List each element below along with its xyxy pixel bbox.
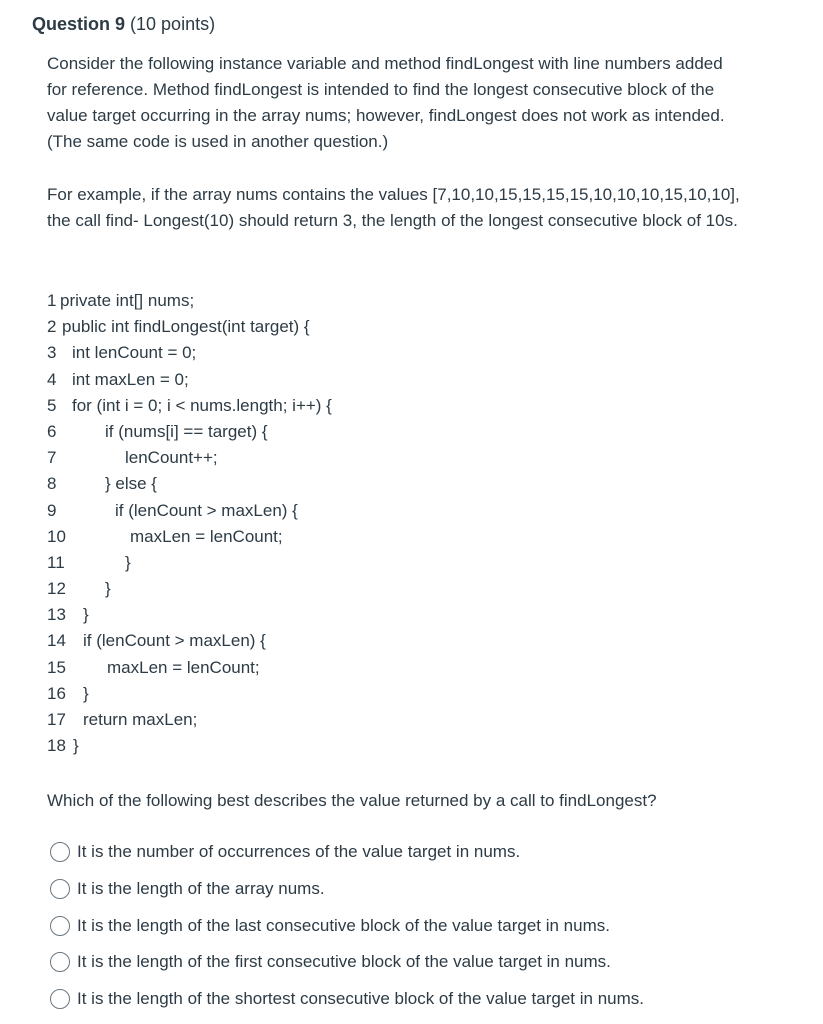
code-text: return maxLen; [83,710,198,729]
line-number: 3 [47,343,57,363]
answer-option[interactable] [50,981,644,1018]
code-text: } [83,605,89,625]
code-text: int lenCount = 0; [72,343,197,363]
answer-label[interactable]: It is the length of the shortest consecutive block of the value target in nums. [77,989,644,1009]
code-text: private int[] nums; [60,291,195,310]
answer-option[interactable] [50,907,644,944]
question-header [32,14,215,35]
line-number: 9 [47,500,57,520]
radio-button[interactable] [50,916,70,936]
answer-label[interactable]: It is the length of the last consecutive block of the value target in nums. [77,915,610,935]
line-number: 18 [47,736,66,756]
answer-label[interactable]: It is the length of the array nums. [77,879,325,899]
code-text: } [83,683,89,703]
question-example: For example, if the array nums contains the values [7,10,10,15,15,15,15,10,10,10,15,10,10], the call find- Longest(10) should return 3, the length of the longest consecutive block of 10s. [47,185,740,230]
code-text: } [125,552,131,572]
answer-option[interactable] [50,944,644,981]
line-number: 14 [47,631,66,651]
code-text: } else { [105,474,157,494]
radio-button[interactable] [50,952,70,972]
line-number: 6 [47,421,57,441]
radio-button[interactable] [50,842,70,862]
code-text: if (nums[i] == target) { [105,421,268,441]
line-number: 5 [47,395,57,415]
question-prompt: Which of the following best describes the value returned by a call to findLongest? [47,791,657,810]
radio-button[interactable] [50,989,70,1009]
line-number: 17 [47,710,66,729]
answer-choices [50,834,644,1017]
answer-label[interactable]: It is the length of the first consecutive block of the value target in nums. [77,952,611,972]
code-text: if (lenCount > maxLen) { [115,500,298,520]
question-intro: Consider the following instance variable and method findLongest with line numbers added for reference. Method findLongest is intended to find the longest consecutive block of the value target occurring in the array nums; however, findLongest does not work as intended. (The same code is used in another question.) [47,54,725,151]
code-text: public int findLongest(int target) { [62,317,310,337]
code-text: maxLen = lenCount; [107,657,260,677]
code-text: int maxLen = 0; [72,369,189,389]
line-number: 1 [47,291,57,310]
code-text: maxLen = lenCount; [130,526,283,546]
answer-option[interactable] [50,834,644,871]
code-text: } [105,579,111,599]
line-number: 7 [47,448,57,468]
line-number: 10 [47,526,66,546]
question-points: (10 points) [130,14,216,34]
answer-label[interactable]: It is the number of occurrences of the value target in nums. [77,842,521,862]
line-number: 15 [47,657,66,677]
radio-button[interactable] [50,879,70,899]
question-number: Question 9 [32,14,126,34]
line-number: 8 [47,474,57,494]
line-number: 13 [47,605,66,625]
code-text: } [73,736,79,756]
line-number: 16 [47,683,66,703]
code-text: lenCount++; [125,448,218,468]
code-text: for (int i = 0; i < nums.length; i++) { [72,395,332,415]
code-text: if (lenCount > maxLen) { [83,631,266,651]
line-number: 2 [47,317,57,337]
line-number: 12 [47,579,66,599]
line-number: 4 [47,369,57,389]
line-number: 11 [47,552,65,572]
answer-option[interactable] [50,871,644,908]
